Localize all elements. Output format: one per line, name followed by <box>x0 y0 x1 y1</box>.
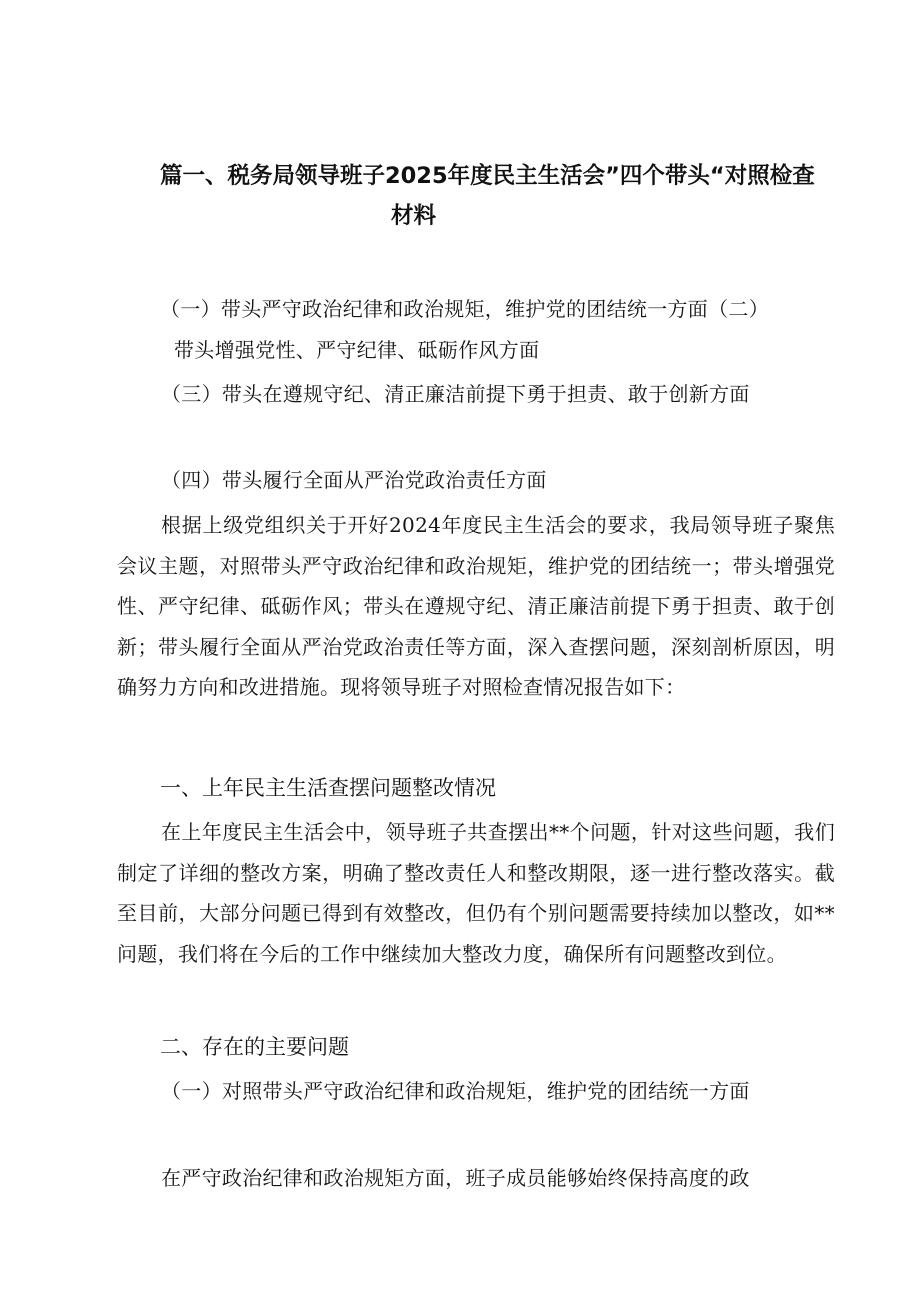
section-2-body: 在严守政治纪律和政治规矩方面，班子成员能够始终保持高度的政 <box>161 1166 750 1190</box>
title-line-2: 材料 <box>391 203 437 229</box>
section-2-heading: 二、存在的主要问题 <box>160 1035 349 1059</box>
document-title <box>160 156 860 236</box>
outline-item-1-line-2: 带头增强党性、严守纪律、砥砺作风方面 <box>174 338 540 362</box>
outline-item-4: （四）带头履行全面从严治党政治责任方面 <box>161 468 547 492</box>
title-line-1: 篇一、税务局领导班子2025年度民主生活会”四个带头“对照检查 <box>160 163 815 189</box>
section-1-heading: 一、上年民主生活查摆问题整改情况 <box>160 776 496 800</box>
section-1-body: 在上年度民主生活会中，领导班子共查摆出**个问题，针对这些问题，我们制定了详细的整改方案，明确了整改责任人和整改期限，逐一进行整改落实。截至目前，大部分问题已得到有效整改，但仍有个别问题需要持续加以整改，如**问题，我们将在今后的工作中继续加大整改力度，确保所有问题整改到位。 <box>117 820 835 966</box>
intro-paragraph: 根据上级党组织关于开好2024年度民主生活会的要求，我局领导班子聚焦会议主题，对照带头严守政治纪律和政治规矩，维护党的团结统一；带头增强党性、严守纪律、砥砺作风；带头在遵规守纪、清正廉洁前提下勇于担责、敢于创新；带头履行全面从严治党政治责任等方面，深入查摆问题，深刻剖析原因，明确努力方向和改进措施。现将领导班子对照检查情况报告如下： <box>117 513 835 700</box>
section-2-subheading-1: （一）对照带头严守政治纪律和政治规矩，维护党的团结统一方面 <box>161 1079 750 1103</box>
outline-item-1-line-1: （一）带头严守政治纪律和政治规矩，维护党的团结统一方面（二） <box>160 297 769 321</box>
outline-item-3: （三）带头在遵规守纪、清正廉洁前提下勇于担责、敢于创新方面 <box>161 382 750 406</box>
